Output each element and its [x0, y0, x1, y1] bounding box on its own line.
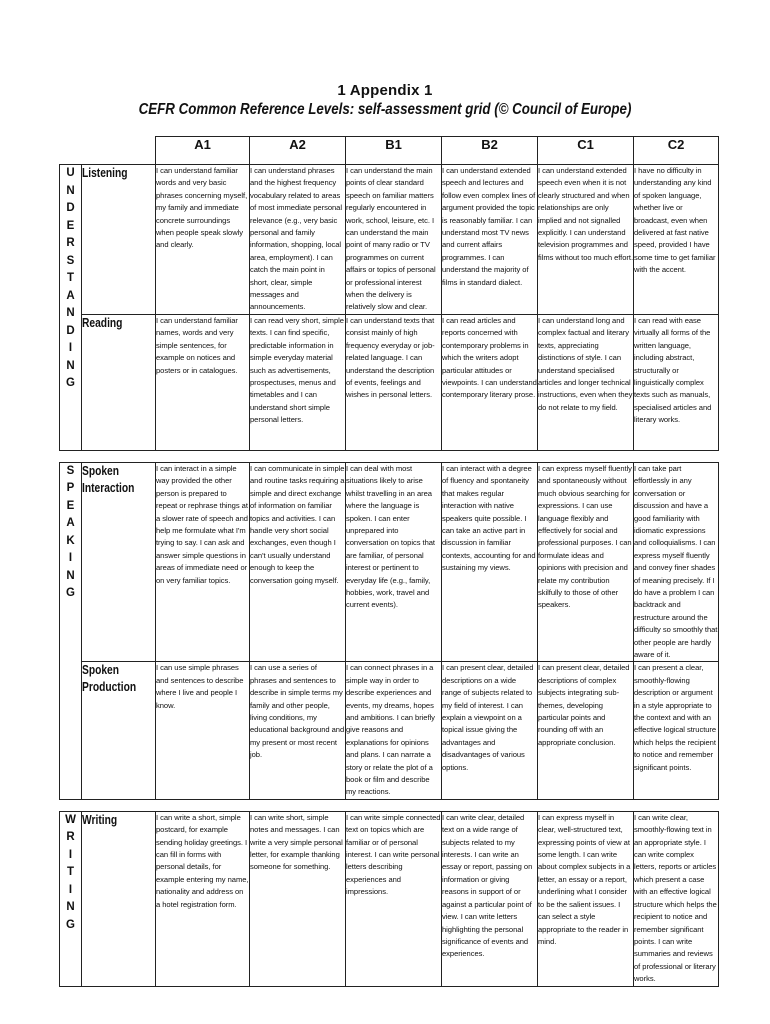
table-row [60, 314, 719, 450]
skill-spoken-production [82, 662, 156, 799]
descriptor-cell: I can present a clear, smoothly-flowing description or argument in a style appropriate to the context and with an effective logical structure which helps the recipient to notice and remember significant points. [634, 662, 719, 799]
descriptor-cell: I have no difficulty in understanding any kind of spoken language, whether live or broadcast, even when delivered at fast native speed, provided I have some time to get familiar with the accent. [634, 165, 719, 315]
descriptor-cell: I can express myself fluently and spontaneously without much obvious searching for expressions. I can use language flexibly and effectively for social and professional purposes. I can formulate ideas and opinions with precision and relate my contribution skilfully to those of other speakers. [538, 462, 634, 662]
descriptor-cell: I can express myself in clear, well-structured text, expressing points of view at some length. I can write about complex subjects in a letter, an essay or a report, underlining what I consider to be the salient issues. I can select a style appropriate to the reader in mind. [538, 811, 634, 986]
descriptor-cell: I can understand extended speech and lectures and follow even complex lines of argument provided the topic is reasonably familiar. I can understand most TV news and current affairs programmes. I can understand the majority of films in standard dialect. [442, 165, 538, 315]
descriptor-cell: I can write a short, simple postcard, for example sending holiday greetings. I can fill in forms with personal details, for example entering my name, nationality and address on a hotel registration form. [156, 811, 250, 986]
descriptor-cell: I can use simple phrases and sentences to describe where I live and people I know. [156, 662, 250, 799]
appendix-heading: 1 Appendix 1 [337, 82, 433, 99]
category-speaking: S P E A K I N G [60, 462, 82, 799]
descriptor-cell: I can understand the main points of clear standard speech on familiar matters regularly encountered in work, school, leisure, etc. I can understand the main point of many radio or TV programmes on current affairs or topics of personal or professional interest when the delivery is relatively slow and clear. [346, 165, 442, 315]
corner-cell [60, 137, 156, 165]
level-header-c1: C1 [538, 137, 634, 165]
self-assessment-grid [59, 136, 719, 987]
level-header-b2: B2 [442, 137, 538, 165]
skill-label: Spoken Interaction [82, 463, 135, 495]
skill-label: Listening [82, 166, 128, 180]
table-row [60, 462, 719, 662]
descriptor-cell: I can understand texts that consist mainly of high frequency everyday or job-related language. I can understand the description of events, feelings and wishes in personal letters. [346, 314, 442, 450]
descriptor-cell: I can present clear, detailed descriptions of complex subjects integrating sub-themes, developing particular points and rounding off with an appropriate conclusion. [538, 662, 634, 799]
descriptor-cell: I can read very short, simple texts. I can find specific, predictable information in simple everyday material such as advertisements, prospectuses, menus and timetables and I can understand short simple personal letters. [250, 314, 346, 450]
descriptor-cell: I can write simple connected text on topics which are familiar or of personal interest. I can write personal letters describing experiences and impressions. [346, 811, 442, 986]
descriptor-cell: I can connect phrases in a simple way in order to describe experiences and events, my dreams, hopes and ambitions. I can briefly give reasons and explanations for opinions and plans. I can narrate a story or relate the plot of a book or film and describe my reactions. [346, 662, 442, 799]
descriptor-cell: I can understand long and complex factual and literary texts, appreciating distinctions of style. I can understand specialised articles and longer technical instructions, even when they do not relate to my field. [538, 314, 634, 450]
gap-cell [60, 799, 719, 811]
descriptor-cell: I can interact in a simple way provided the other person is prepared to repeat or rephrase things at a slower rate of speech and help me formulate what I'm trying to say. I can ask and answer simple questions in areas of immediate need or on very familiar topics. [156, 462, 250, 662]
section-gap [60, 799, 719, 811]
level-header-b1: B1 [346, 137, 442, 165]
descriptor-cell: I can understand familiar names, words and very simple sentences, for example on notices and posters or in catalogues. [156, 314, 250, 450]
skill-label: Reading [82, 315, 123, 330]
descriptor-cell: I can take part effortlessly in any conversation or discussion and have a good familiarity with idiomatic expressions and colloquialisms. I can express myself fluently and convey finer shades of meaning precisely. If I do have a problem I can backtrack and restructure around the difficulty so smoothly that other people are hardly aware of it. [634, 462, 719, 662]
level-header-c2: C2 [634, 137, 719, 165]
descriptor-cell: I can use a series of phrases and sentences to describe in simple terms my family and other people, living conditions, my educational background and my present or most recent job. [250, 662, 346, 799]
category-understanding: U N D E R S T A N D I N G [60, 165, 82, 451]
skill-label: Spoken Production [82, 663, 137, 695]
descriptor-cell: I can write clear, detailed text on a wide range of subjects related to my interests. I can write an essay or report, passing on information or giving reasons in support of or against a particular point of view. I can write letters highlighting the personal significance of events and experiences. [442, 811, 538, 986]
descriptor-cell: I can understand extended speech even when it is not clearly structured and when relationships are only implied and not signalled explicitly. I can understand television programmes and films without too much effort. [538, 165, 634, 315]
document-title: CEFR Common Reference Levels: self-assessment grid (© Council of Europe) [138, 101, 632, 118]
table-row [60, 165, 719, 315]
skill-reading [82, 314, 156, 450]
descriptor-cell: I can understand phrases and the highest frequency vocabulary related to areas of most immediate personal relevance (e.g., very basic personal and family information, shopping, local area, employment). I can catch the main point in short, clear, simple messages and announcements. [250, 165, 346, 315]
table-row [60, 662, 719, 799]
skill-label: Writing [82, 812, 118, 827]
descriptor-cell: I can read with ease virtually all forms of the written language, including abstract, structurally or linguistically complex texts such as manuals, specialised articles and literary works. [634, 314, 719, 450]
level-header-row [60, 137, 719, 165]
descriptor-cell: I can communicate in simple and routine tasks requiring a simple and direct exchange of information on familiar topics and activities. I can handle very short social exchanges, even though I can't usually understand enough to keep the conversation going myself. [250, 462, 346, 662]
descriptor-cell: I can write short, simple notes and messages. I can write a very simple personal letter, for example thanking someone for something. [250, 811, 346, 986]
descriptor-cell: I can present clear, detailed descriptions on a wide range of subjects related to my field of interest. I can explain a viewpoint on a topical issue giving the advantages and disadvantages of various options. [442, 662, 538, 799]
level-header-a1: A1 [156, 137, 250, 165]
descriptor-cell: I can understand familiar words and very basic phrases concerning myself, my family and immediate concrete surroundings when people speak slowly and clearly. [156, 165, 250, 315]
skill-writing [82, 811, 156, 986]
category-writing: W R I T I N G [60, 811, 82, 986]
descriptor-cell: I can deal with most situations likely to arise whilst travelling in an area where the language is spoken. I can enter unprepared into conversation on topics that are familiar, of personal interest or pertinent to everyday life (e.g., family, hobbies, work, travel and current events). [346, 462, 442, 662]
descriptor-cell: I can write clear, smoothly-flowing text in an appropriate style. I can write complex letters, reports or articles which present a case with an effective logical structure which helps the recipient to notice and remember significant points. I can write summaries and reviews of professional or literary works. [634, 811, 719, 986]
gap-cell [60, 450, 719, 462]
section-gap [60, 450, 719, 462]
descriptor-cell: I can read articles and reports concerned with contemporary problems in which the writers adopt particular attitudes or viewpoints. I can understand contemporary literary prose. [442, 314, 538, 450]
level-header-a2: A2 [250, 137, 346, 165]
descriptor-cell: I can interact with a degree of fluency and spontaneity that makes regular interaction with native speakers quite possible. I can take an active part in discussion in familiar contexts, accounting for and sustaining my views. [442, 462, 538, 662]
table-row [60, 811, 719, 986]
skill-listening [82, 165, 156, 315]
skill-spoken-interaction [82, 462, 156, 662]
